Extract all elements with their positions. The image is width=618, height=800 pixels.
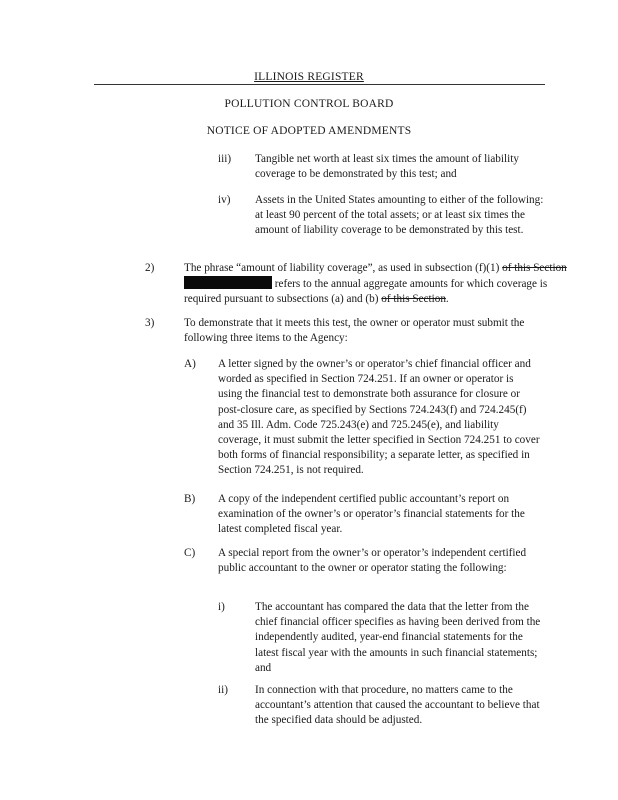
item-C-ii-text: In connection with that procedure, no matters came to the accountant’s attention that caused the accountant to believe that the specified data should be adjusted.: [255, 684, 540, 727]
item-iii-text: Tangible net worth at least six times the amount of liability coverage to be demonstrated by this test; and: [255, 153, 519, 181]
item-B-label: B): [184, 493, 196, 505]
redaction-block: [184, 276, 272, 289]
paragraph-2-text: [184, 261, 567, 308]
notice-title: NOTICE OF ADOPTED AMENDMENTS: [206, 125, 412, 137]
item-C-i-label: i): [218, 601, 225, 613]
item-C-text: A special report from the owner’s or operator’s independent certified public accountant to the owner or operator stating the following:: [218, 547, 527, 575]
paragraph-3-text: To demonstrate that it meets this test, the owner or operator must submit the following three items to the Agency:: [184, 317, 525, 345]
paragraph-2-label: 2): [145, 262, 155, 274]
item-B-text: A copy of the independent certified public accountant’s report on examination of the owner’s or operator’s financial statements for the latest completed fiscal year.: [218, 493, 525, 536]
paragraph-3-label: 3): [145, 317, 155, 329]
item-iv-label: iv): [218, 194, 231, 206]
item-C-i-text: The accountant has compared the data that the letter from the chief financial officer specifies as having been derived from the independently audited, year-end financial statements for the latest fiscal year with the amounts in such financial statements; and: [255, 601, 541, 674]
item-iii-label: iii): [218, 153, 232, 165]
paragraph-2-line-3: required pursuant to subsections (a) and (b) of this Section.: [184, 293, 449, 306]
paragraph-2-line-1: The phrase “amount of liability coverage”, as used in subsection (f)(1) of this Section: [184, 262, 567, 274]
item-A-text: A letter signed by the owner’s or operator’s chief financial officer and worded as specified in Section 724.251. If an owner or operator is using the financial test to demonstrate both assurance for closure or post-closure care, as specified by Sections 724.243(f) and 724.245(f) and 35 Ill. Adm. Code 725.243(e) and 725.245(e), and liability coverage, it must submit the letter specified in Section 724.251 to cover both forms of financial responsibility; a separate letter, as specified in Section 724.251, is not required.: [218, 358, 540, 477]
item-C-label: C): [184, 547, 196, 559]
register-title: ILLINOIS REGISTER: [254, 71, 364, 83]
paragraph-2-line-2: refers to the annual aggregate amounts for which coverage is: [184, 276, 544, 292]
board-name: POLLUTION CONTROL BOARD: [224, 98, 394, 110]
item-A-label: A): [184, 358, 196, 370]
header-rule: [94, 84, 545, 85]
item-iv-text: Assets in the United States amounting to either of the following: at least 90 percent of the total assets; or at least six times the amount of liability coverage to be demonstrated by this test.: [255, 194, 544, 237]
item-C-ii-label: ii): [218, 684, 228, 696]
